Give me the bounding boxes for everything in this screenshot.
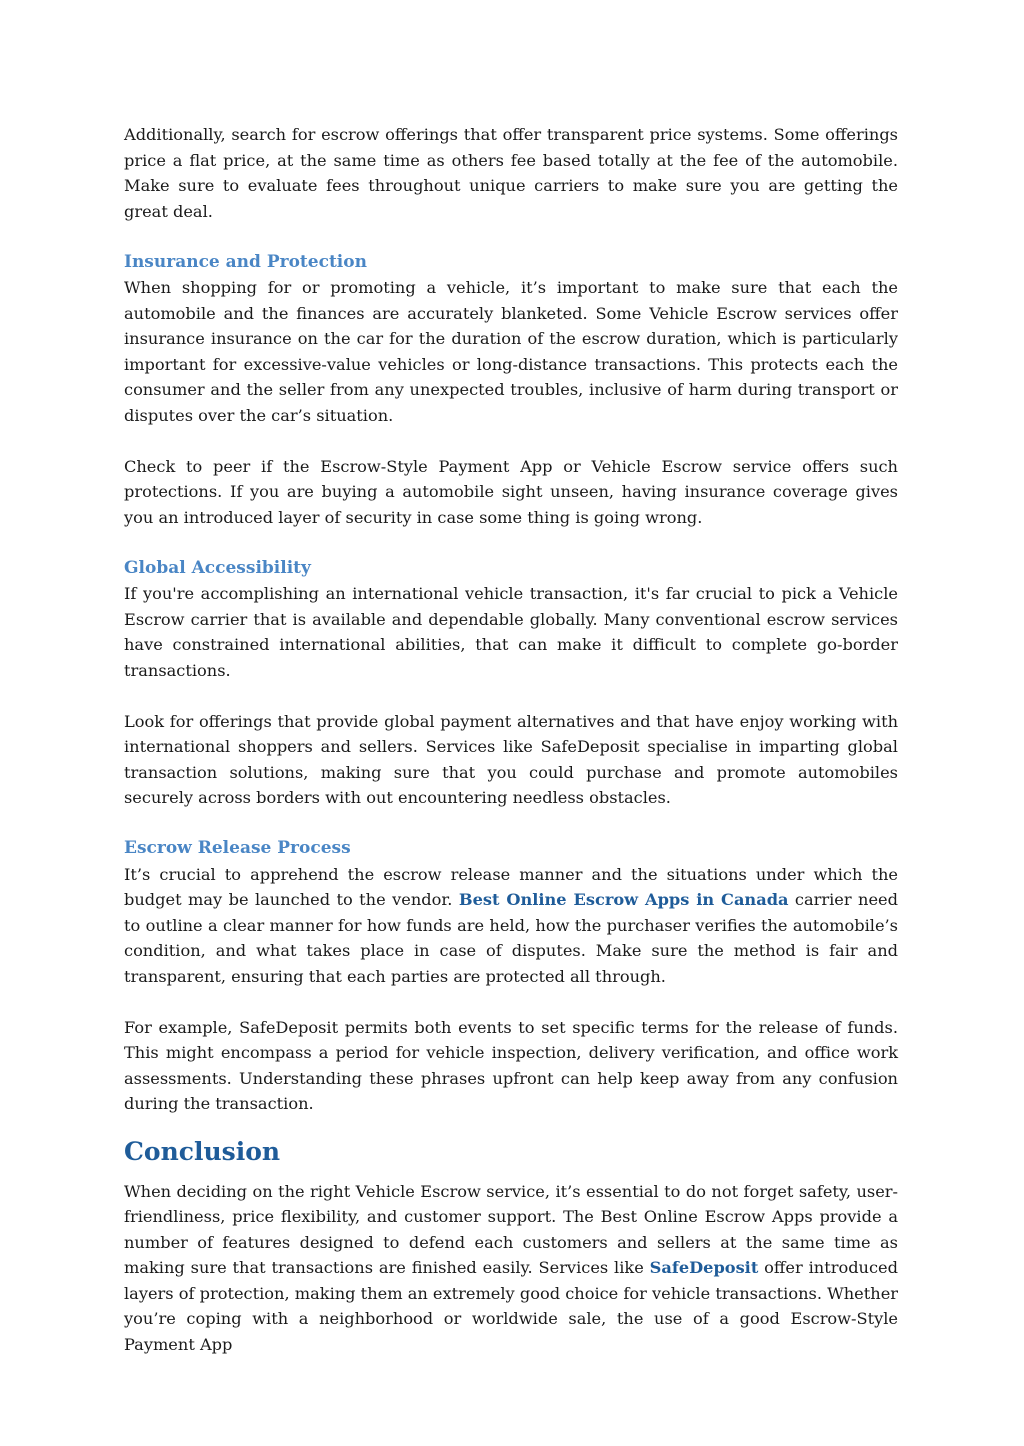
release-heading: Escrow Release Process bbox=[124, 838, 351, 858]
spacer bbox=[124, 811, 898, 837]
global-paragraph-1: If you're accomplishing an international vehicle transaction, it's far crucial to pick a Vehicle Escrow carrier that is available and dependable globally. Many conventional escrow services have constrained international abilities, that can make it difficult to complete go-border transactions. bbox=[124, 584, 898, 680]
release-paragraph-2: For example, SafeDeposit permits both events to set specific terms for the release of funds. This might encompass a period for vehicle inspection, delivery verification, and office work assessments. Understanding these phrases upfront can help keep away from any confusion during the transaction. bbox=[124, 1017, 898, 1113]
best-online-escrow-apps-link[interactable]: Best Online Escrow Apps in Canada bbox=[458, 890, 789, 909]
intro-paragraph: Additionally, search for escrow offerings that offer transparent price systems. Some offerings price a flat price, at the same time as others fee based totally at the fee of the automobile. Make sure to evaluate fees throughout unique carriers to make sure you are getting the great deal. bbox=[124, 125, 898, 221]
release-paragraph-1 bbox=[124, 862, 898, 990]
spacer bbox=[124, 683, 898, 709]
insurance-paragraph-1: When shopping for or promoting a vehicle, it’s important to make sure that each the automobile and the finances are accurately blanketed. Some Vehicle Escrow services offer insurance insurance on the car for the duration of the escrow duration, which is particularly important for excessive-value vehicles or long-distance transactions. This protects each the consumer and the seller from any unexpected troubles, inclusive of harm during transport or disputes over the car’s situation. bbox=[124, 278, 898, 425]
document-page bbox=[124, 122, 898, 1357]
conclusion-heading: Conclusion bbox=[124, 1136, 281, 1166]
release-text-after: carrier need to outline a clear manner for how funds are held, how the purchaser verifies the automobile’s condition, and what takes place in case of disputes. Make sure the method is fair and transparent, ensuring that each parties are protected all through. bbox=[124, 890, 898, 986]
spacer bbox=[124, 224, 898, 250]
conclusion-text-after: offer introduced layers of protection, making them an extremely good choice for vehicle transactions. Whether you’re coping with a neighborhood or worldwide sale, the use of a good Escrow-Style Payment App bbox=[124, 1258, 899, 1354]
global-heading: Global Accessibility bbox=[124, 557, 311, 578]
insurance-heading: Insurance and Protection bbox=[124, 251, 367, 272]
conclusion-text-before: When deciding on the right Vehicle Escrow service, it’s essential to do not forget safety, user-friendliness, price flexibility, and customer support. The Best Online Escrow Apps provide a number of features designed to defend each customers and sellers at the same time as making sure that transactions are finished easily. Services like bbox=[124, 1181, 898, 1277]
spacer bbox=[124, 989, 898, 1015]
global-paragraph-2: Look for offerings that provide global payment alternatives and that have enjoy working with international shoppers and sellers. Services like SafeDeposit specialise in imparting global transaction solutions, making sure that you could purchase and promote automobiles securely across borders with out encountering needless obstacles. bbox=[124, 711, 898, 807]
insurance-paragraph-2: Check to peer if the Escrow-Style Payment App or Vehicle Escrow service offers such protections. If you are buying a automobile sight unseen, having insurance coverage gives you an introduced layer of security in case some thing is going wrong. bbox=[124, 456, 898, 527]
release-text-before: It’s crucial to apprehend the escrow release manner and the situations under which the budget may be launched to the vendor. bbox=[124, 864, 898, 909]
spacer bbox=[124, 530, 898, 556]
conclusion-paragraph bbox=[124, 1179, 898, 1358]
safedeposit-link[interactable]: SafeDeposit bbox=[649, 1258, 759, 1277]
spacer bbox=[124, 428, 898, 454]
